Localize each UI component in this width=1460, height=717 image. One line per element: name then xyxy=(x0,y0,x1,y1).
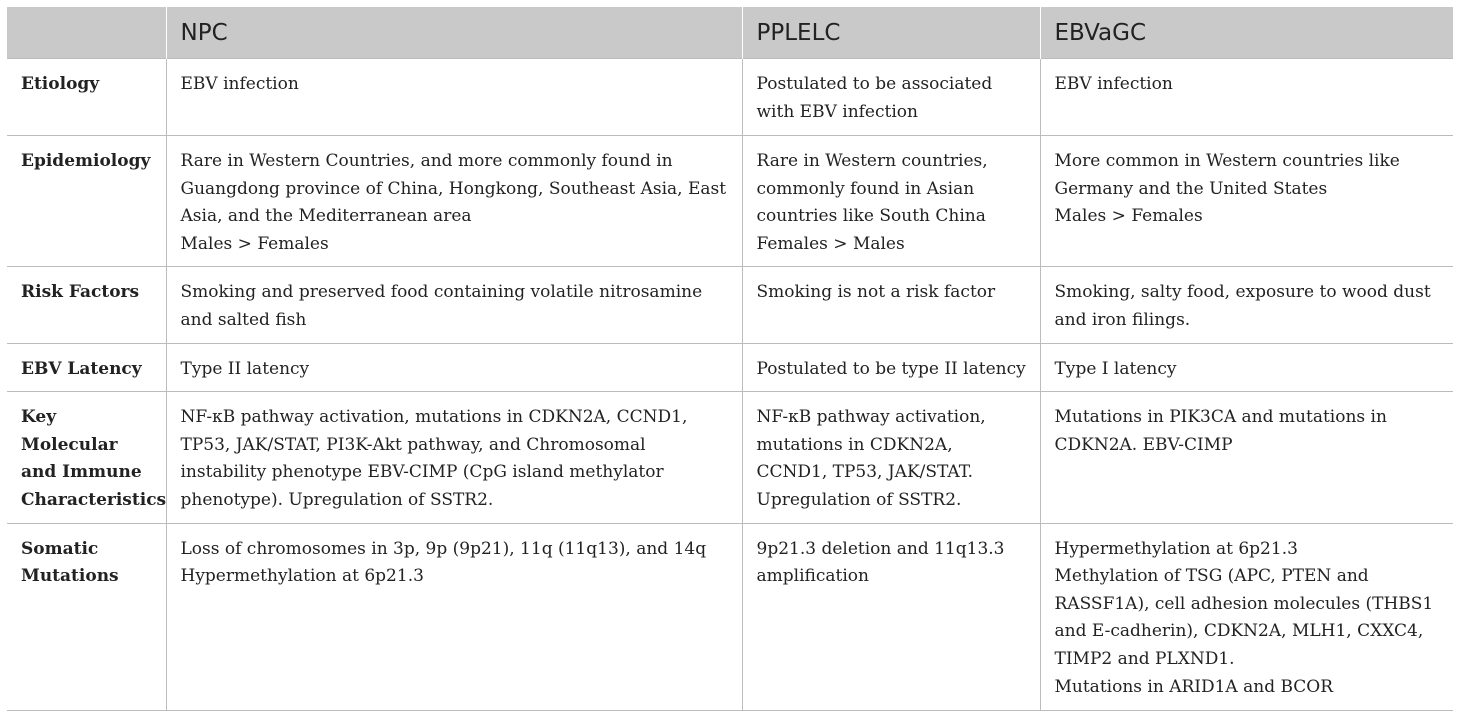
header-cell-empty xyxy=(7,7,166,59)
cell-npc: Type II latency xyxy=(166,343,742,392)
header-cell-npc: NPC xyxy=(166,7,742,59)
row-label: Risk Factors xyxy=(7,267,166,343)
cell-pplelc: Postulated to be associated with EBV infection xyxy=(742,59,1040,136)
row-label: Somatic Mutations xyxy=(7,523,166,710)
comparison-table xyxy=(7,7,1453,711)
cell-pplelc: Rare in Western countries, commonly found in Asian countries like South China Females > Males xyxy=(742,136,1040,267)
header-cell-ebvagc: EBVaGC xyxy=(1040,7,1453,59)
table-row xyxy=(7,523,1453,710)
cell-npc: Loss of chromosomes in 3p, 9p (9p21), 11q (11q13), and 14q Hypermethylation at 6p21.3 xyxy=(166,523,742,710)
cell-npc: EBV infection xyxy=(166,59,742,136)
table-row xyxy=(7,392,1453,523)
cell-ebvagc: EBV infection xyxy=(1040,59,1453,136)
cell-ebvagc: Smoking, salty food, exposure to wood dust and iron filings. xyxy=(1040,267,1453,343)
table-row xyxy=(7,59,1453,136)
header-cell-pplelc: PPLELC xyxy=(742,7,1040,59)
cell-pplelc: Smoking is not a risk factor xyxy=(742,267,1040,343)
table-row xyxy=(7,267,1453,343)
cell-npc: Rare in Western Countries, and more commonly found in Guangdong province of China, Hongkong, Southeast Asia, East Asia, and the Mediterranean area Males > Females xyxy=(166,136,742,267)
cell-pplelc: Postulated to be type II latency xyxy=(742,343,1040,392)
row-label: EBV Latency xyxy=(7,343,166,392)
row-label: Key Molecular and Immune Characteristics xyxy=(7,392,166,523)
cell-ebvagc: Mutations in PIK3CA and mutations in CDKN2A. EBV-CIMP xyxy=(1040,392,1453,523)
cell-npc: NF-κB pathway activation, mutations in CDKN2A, CCND1, TP53, JAK/STAT, PI3K-Akt pathway, and Chromosomal instability phenotype EBV-CIMP (CpG island methylator phenotype). Upregulation of SSTR2. xyxy=(166,392,742,523)
row-label: Etiology xyxy=(7,59,166,136)
cell-ebvagc: Hypermethylation at 6p21.3 Methylation of TSG (APC, PTEN and RASSF1A), cell adhesion molecules (THBS1 and E-cadherin), CDKN2A, MLH1, CXXC4, TIMP2 and PLXND1. Mutations in ARID1A and BCOR xyxy=(1040,523,1453,710)
cell-npc: Smoking and preserved food containing volatile nitrosamine and salted fish xyxy=(166,267,742,343)
row-label: Epidemiology xyxy=(7,136,166,267)
cell-pplelc: 9p21.3 deletion and 11q13.3 amplification xyxy=(742,523,1040,710)
cell-ebvagc: Type I latency xyxy=(1040,343,1453,392)
cell-ebvagc: More common in Western countries like Germany and the United States Males > Females xyxy=(1040,136,1453,267)
table-row xyxy=(7,343,1453,392)
header-row xyxy=(7,7,1453,59)
cell-pplelc: NF-κB pathway activation, mutations in CDKN2A, CCND1, TP53, JAK/STAT. Upregulation of SSTR2. xyxy=(742,392,1040,523)
table-row xyxy=(7,136,1453,267)
